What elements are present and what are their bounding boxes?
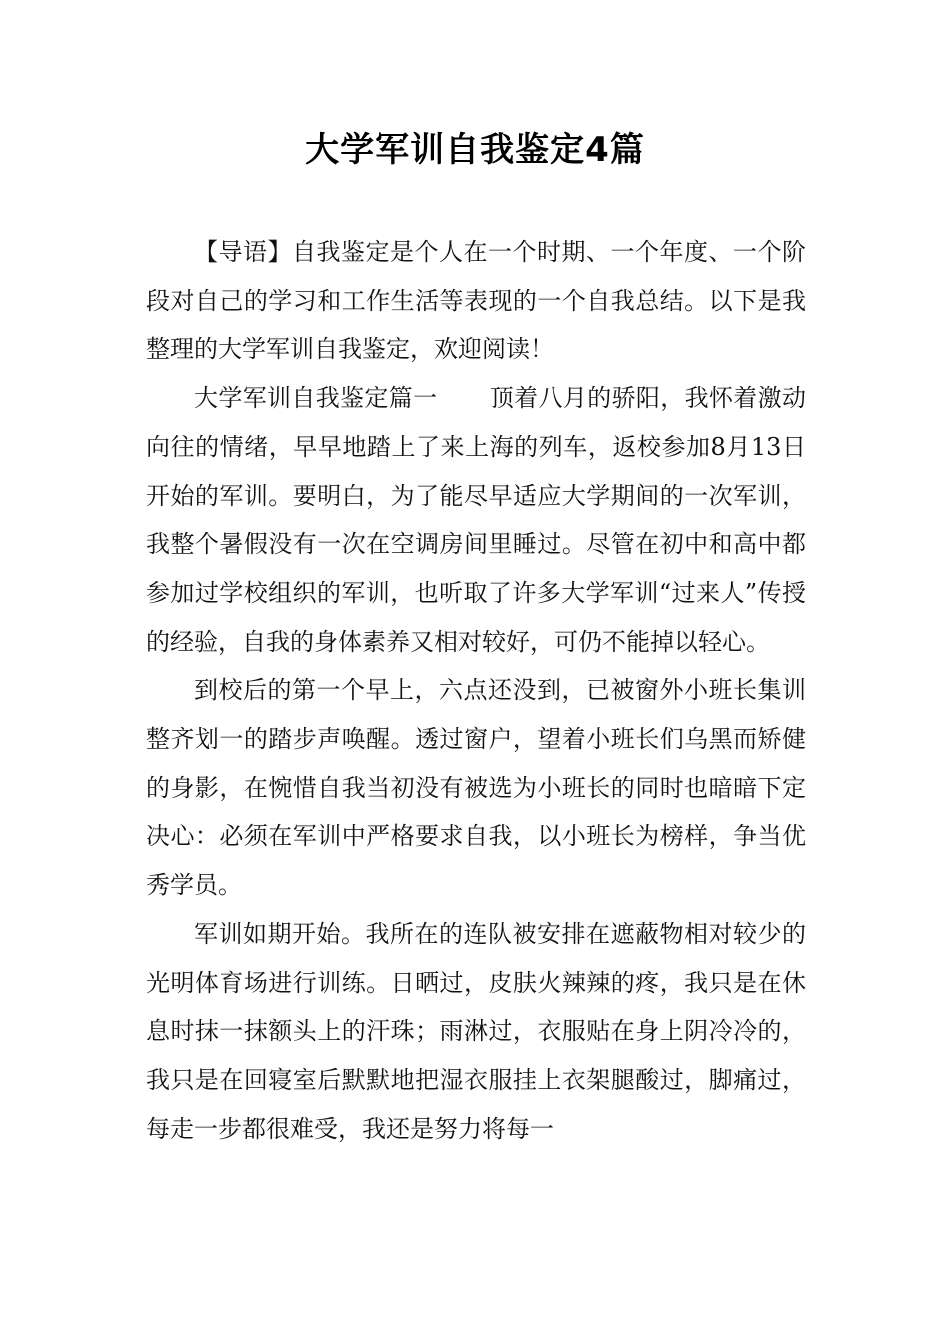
section-heading: 大学军训自我鉴定篇一 — [194, 384, 438, 413]
body-paragraph: 军训如期开始。我所在的连队被安排在遮蔽物相对较少的光明体育场进行训练。日晒过，皮肤火辣辣的疼，我只是在休息时抹一抹额头上的汗珠；雨淋过，衣服贴在身上阴冷冷的，我只是在回寝室后默默地把湿衣服挂上衣架腿酸过，脚痛过，每走一步都很难受，我还是努力将每一 — [146, 919, 806, 1143]
body-paragraph: 到校后的第一个早上，六点还没到，已被窗外小班长集训整齐划一的踏步声唤醒。透过窗户，望着小班长们乌黑而矫健的身影，在惋惜自我当初没有被选为小班长的同时也暗暗下定决心：必须在军训中严格要求自我，以小班长为榜样，争当优秀学员。 — [146, 676, 806, 900]
page-title: 大学军训自我鉴定4篇 — [305, 130, 645, 170]
section-one-paragraph — [146, 374, 806, 666]
document-body — [146, 228, 806, 1153]
intro-paragraph: 【导语】自我鉴定是个人在一个时期、一个年度、一个阶段对自己的学习和工作生活等表现的一个自我总结。以下是我整理的大学军训自我鉴定，欢迎阅读！ — [146, 238, 806, 364]
section-one-text: 顶着八月的骄阳，我怀着激动向往的情绪，早早地踏上了来上海的列车，返校参加8月13日开始的军训。要明白，为了能尽早适应大学期间的一次军训，我整个暑假没有一次在空调房间里睡过。尽管在初中和高中都参加过学校组织的军训，也听取了许多大学军训“过来人”传授的经验，自我的身体素养又相对较好，可仍不能掉以轻心。 — [146, 384, 807, 656]
